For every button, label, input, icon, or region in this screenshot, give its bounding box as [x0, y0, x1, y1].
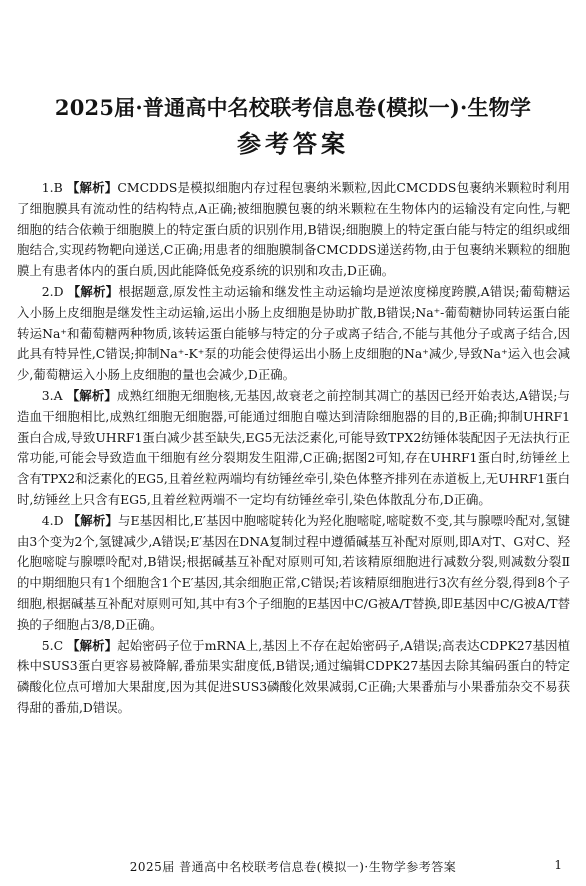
answer-number: 2.D — [41, 283, 64, 299]
analysis-tag: 【解析】 — [66, 387, 117, 403]
answer-item-3 — [17, 386, 570, 511]
page-footer: 2025届 普通高中名校联考信息卷(模拟一)·生物学参考答案 — [129, 860, 457, 874]
answer-number: 4.D — [41, 512, 64, 528]
answer-text: 成熟红细胞无细胞核,无基因,故衰老之前控制其凋亡的基因已经开始表达,A错误;与造血干细胞相比,成熟红细胞无细胞器,可能通过细胞自噬达到清除细胞器的目的,B正确;抑制UHRF1蛋白合成,导致UHRF1蛋白减少甚至缺失,EG5无法泛素化,可能导致TPX2纺锤体装配因子无法执行正常功能,可能会导致造血干细胞有丝分裂期发生阻滞,C正确;据图2可知,存在UHRF1蛋白时,纺锤丝上含有TPX2和泛素化的EG5,且着丝粒两端均有纺锤丝牵引,染色体整齐排列在赤道板上,无UHRF1蛋白时,纺锤丝上只含有EG5,且着丝粒两端不一定均有纺锤丝牵引,染色体散乱分布,D正确。 — [17, 387, 570, 507]
answer-item-4 — [17, 511, 570, 636]
analysis-tag: 【解析】 — [67, 637, 118, 653]
analysis-tag: 【解析】 — [67, 283, 119, 299]
page-subtitle: 参考答案 — [237, 129, 349, 158]
answer-number: 3.A — [41, 387, 63, 403]
answer-number: 5.C — [41, 637, 64, 653]
answer-number: 1.B — [41, 180, 63, 195]
answer-text: 与E基因相比,E′基因中胞嘧啶转化为羟化胞嘧啶,嘧啶数不变,其与腺嘌呤配对,氢键由3个变为2个,氢键减少,A错误;E′基因在DNA复制过程中遵循碱基互补配对原则,即A对T、G对C、羟化胞嘧啶与腺嘌呤配对,B错误;根据碱基互补配对原则可知,若该精原细胞进行减数分裂,则减数分裂Ⅱ的中期细胞只有1个细胞含1个E′基因,其余细胞正常,C错误;若该精原细胞进行3次有丝分裂,得到8个子细胞,根据碱基互补配对原则可知,其中有3个子细胞的E基因中C/G被A/T替换,即E基因中C/G被A/T替换的子细胞占3/8,D正确。 — [17, 512, 570, 632]
answer-item-5 — [17, 636, 570, 719]
analysis-tag: 【解析】 — [67, 512, 118, 528]
page-title: 2025届·普通高中名校联考信息卷(模拟一)·生物学 — [54, 95, 532, 120]
answer-item-1 — [17, 178, 570, 282]
analysis-tag: 【解析】 — [66, 180, 118, 195]
answer-item-2 — [17, 282, 570, 386]
answer-list — [17, 178, 570, 719]
answer-text: 根据题意,原发性主动运输和继发性主动运输均是逆浓度梯度跨膜,A错误;葡萄糖运入小肠上皮细胞是继发性主动运输,运出小肠上皮细胞是协助扩散,B错误;Na⁺-葡萄糖协同转运蛋白能转运Na⁺和葡萄糖两种物质,该转运蛋白能够与特定的分子或离子结合,不能与其他分子或离子结合,因此具有特异性,C错误;抑制Na⁺-K⁺泵的功能会使得运出小肠上皮细胞的Na⁺减少,导致Na⁺运入也会减少,葡萄糖运入小肠上皮细胞的量也会减少,D正确。 — [17, 283, 570, 383]
answer-text: 起始密码子位于mRNA上,基因上不存在起始密码子,A错误;高表达CDPK27基因植株中SUS3蛋白更容易被降解,番茄果实甜度低,B错误;通过编辑CDPK27基因去除其编码蛋白的特定磷酸化位点可增加大果甜度,因为其促进SUS3磷酸化效果减弱,C正确;大果番茄与小果番茄杂交不易获得甜的番茄,D错误。 — [17, 637, 570, 715]
answer-text: CMCDDS是模拟细胞内存过程包裹纳米颗粒,因此CMCDDS包裹纳米颗粒时利用了细胞膜具有流动性的结构特点,A正确;被细胞膜包裹的纳米颗粒在生物体内的运输没有定向性,与靶细胞的结合依赖于细胞膜上的特定蛋白质的识别作用,B错误;细胞膜上的特定蛋白能与特定的组织或细胞结合,实现药物靶向递送,C正确;用患者的细胞膜制备CMCDDS递送药物,由于包裹纳米颗粒的细胞膜上有患者体内的蛋白质,因此能降低免疫系统的识别和攻击,D正确。 — [17, 180, 570, 279]
page-number: 1 — [554, 858, 562, 872]
